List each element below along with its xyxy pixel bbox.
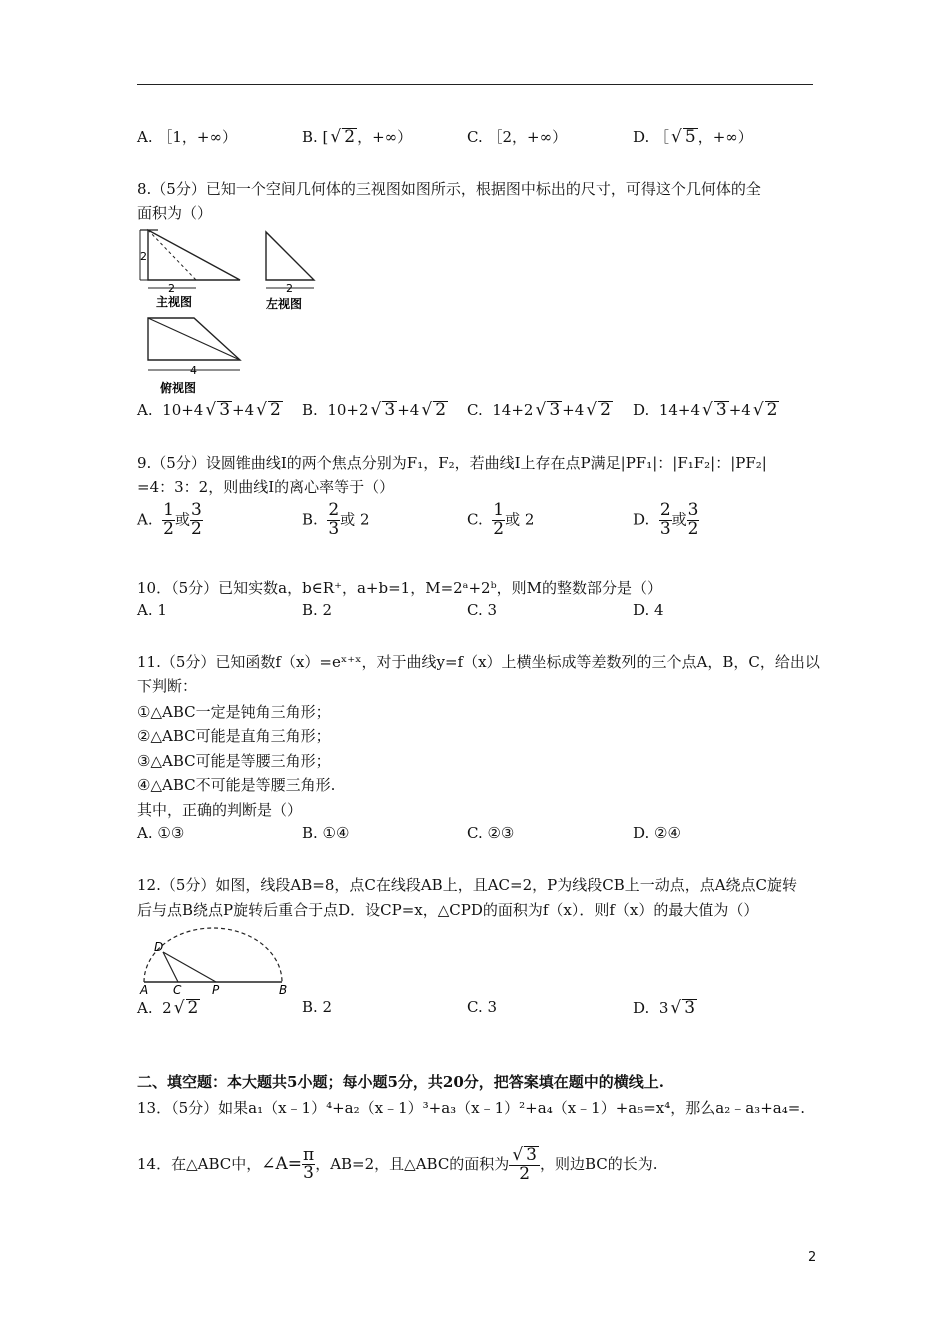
section-2-heading: 二、填空题：本大题共5小题；每小题5分，共20分，把答案填在题中的横线上. [137, 1073, 664, 1091]
q7-option-b: B. [ √ 2 ，+∞） [302, 127, 413, 147]
q9-option-c: C. $\frac{1}{2}$ 或 2 [467, 500, 535, 539]
q12-option-d: D. 3 √ 3 [633, 998, 696, 1018]
q9-option-d: D. $\frac{2}{3}$ 或 $\frac{3}{2}$ [633, 500, 699, 539]
front-width-label: 2 [168, 282, 175, 295]
left-view-label: 左视图 [266, 297, 303, 311]
q11-option-c: C. ②③ [467, 824, 515, 842]
q8-line1: 8.（5分）已知一个空间几何体的三视图如图所示，根据图中标出的尺寸，可得这个几何体的全 [137, 180, 761, 198]
q8-option-a: A. 10+4 √ 3 +4 √ 2 [137, 400, 281, 420]
front-view-label: 主视图 [156, 295, 193, 309]
point-d-label: D [154, 940, 164, 954]
q9-option-b: B. $\frac{2}{3}$ 或 2 [302, 500, 370, 539]
q8-line2: 面积为（） [137, 204, 213, 222]
q12-option-c: C. 3 [467, 998, 498, 1016]
q8-option-b: B. 10+2 √ 3 +4 √ 2 [302, 400, 447, 420]
page-number: 2 [808, 1250, 817, 1265]
q11-question: 其中，正确的判断是（） [137, 801, 303, 819]
q11-option-d: D. ②④ [633, 824, 681, 842]
q11-item-1: ①△ABC一定是钝角三角形； [137, 703, 331, 721]
header-rule [137, 84, 813, 85]
point-a-label: A [140, 983, 149, 996]
q7-option-a: A. ［1，+∞） [137, 128, 237, 146]
q12-line1: 12.（5分）如图，线段AB=8，点C在线段AB上，且AC=2，P为线段CB上一动点，点A绕点C旋转 [137, 876, 798, 894]
q10-option-b: B. 2 [302, 601, 333, 619]
q10-option-c: C. 3 [467, 601, 498, 619]
top-width-label: 4 [190, 364, 197, 377]
q7-option-d: D. ［ √ 5 ，+∞） [633, 127, 753, 147]
q10-option-a: A. 1 [137, 601, 167, 619]
q10-option-d: D. 4 [633, 601, 664, 619]
q12-option-a: A. 2 √ 2 [137, 998, 199, 1018]
point-b-label: B [279, 983, 288, 996]
point-p-label: P [212, 983, 220, 996]
q11-item-4: ④△ABC不可能是等腰三角形. [137, 776, 336, 794]
front-height-label: 2 [140, 250, 147, 263]
point-c-label: C [173, 983, 182, 996]
q8-option-d: D. 14+4 √ 3 +4 √ 2 [633, 400, 778, 420]
q9-option-a: A. $\frac{1}{2}$ 或 $\frac{3}{2}$ [137, 500, 202, 539]
q12-line2: 后与点B绕点P旋转后重合于点D．设CP=x，△CPD的面积为f（x）．则f（x）的最大值为（） [137, 901, 759, 919]
q11-item-3: ③△ABC可能是等腰三角形； [137, 752, 331, 770]
q13-line: 13．（5分）如果a₁（x﹣1）⁴+a₂（x﹣1）³+a₃（x﹣1）²+a₄（x﹣1）+a₅=x⁴，那么a₂﹣a₃+a₄=. [137, 1099, 806, 1117]
q11-option-b: B. ①④ [302, 824, 350, 842]
left-width-label: 2 [286, 282, 293, 295]
three-view-figure [134, 228, 334, 400]
top-view-label: 俯视图 [160, 381, 197, 395]
q11-option-a: A. ①③ [137, 824, 185, 842]
q8-option-c: C. 14+2 √ 3 +4 √ 2 [467, 400, 611, 420]
q11-line2: 下判断： [137, 677, 198, 695]
q11-line1: 11.（5分）已知函数f（x）=eˣ⁺ˣ，对于曲线y=f（x）上横坐标成等差数列的三个点A，B，C，给出以 [137, 653, 820, 671]
q14-line: 14．在△ABC中，∠A= $\frac{\pi}{3}$ ，AB=2，且△ABC的面积为 $\frac{√ 3}{2}$ ，则边BC的长为. [137, 1144, 658, 1184]
q9-line1: 9.（5分）设圆锥曲线I的两个焦点分别为F₁，F₂，若曲线I上存在点P满足|PF₁|：|F₁F₂|：|PF₂| [137, 454, 767, 472]
q12-option-b: B. 2 [302, 998, 333, 1016]
q9-line2: =4：3：2，则曲线I的离心率等于（） [137, 478, 395, 496]
q7-option-c: C. ［2，+∞） [467, 128, 568, 146]
segment-figure [134, 922, 294, 996]
q10-line1: 10．（5分）已知实数a，b∈R⁺，a+b=1，M=2ᵃ+2ᵇ，则M的整数部分是（） [137, 579, 662, 597]
q11-item-2: ②△ABC可能是直角三角形； [137, 727, 331, 745]
